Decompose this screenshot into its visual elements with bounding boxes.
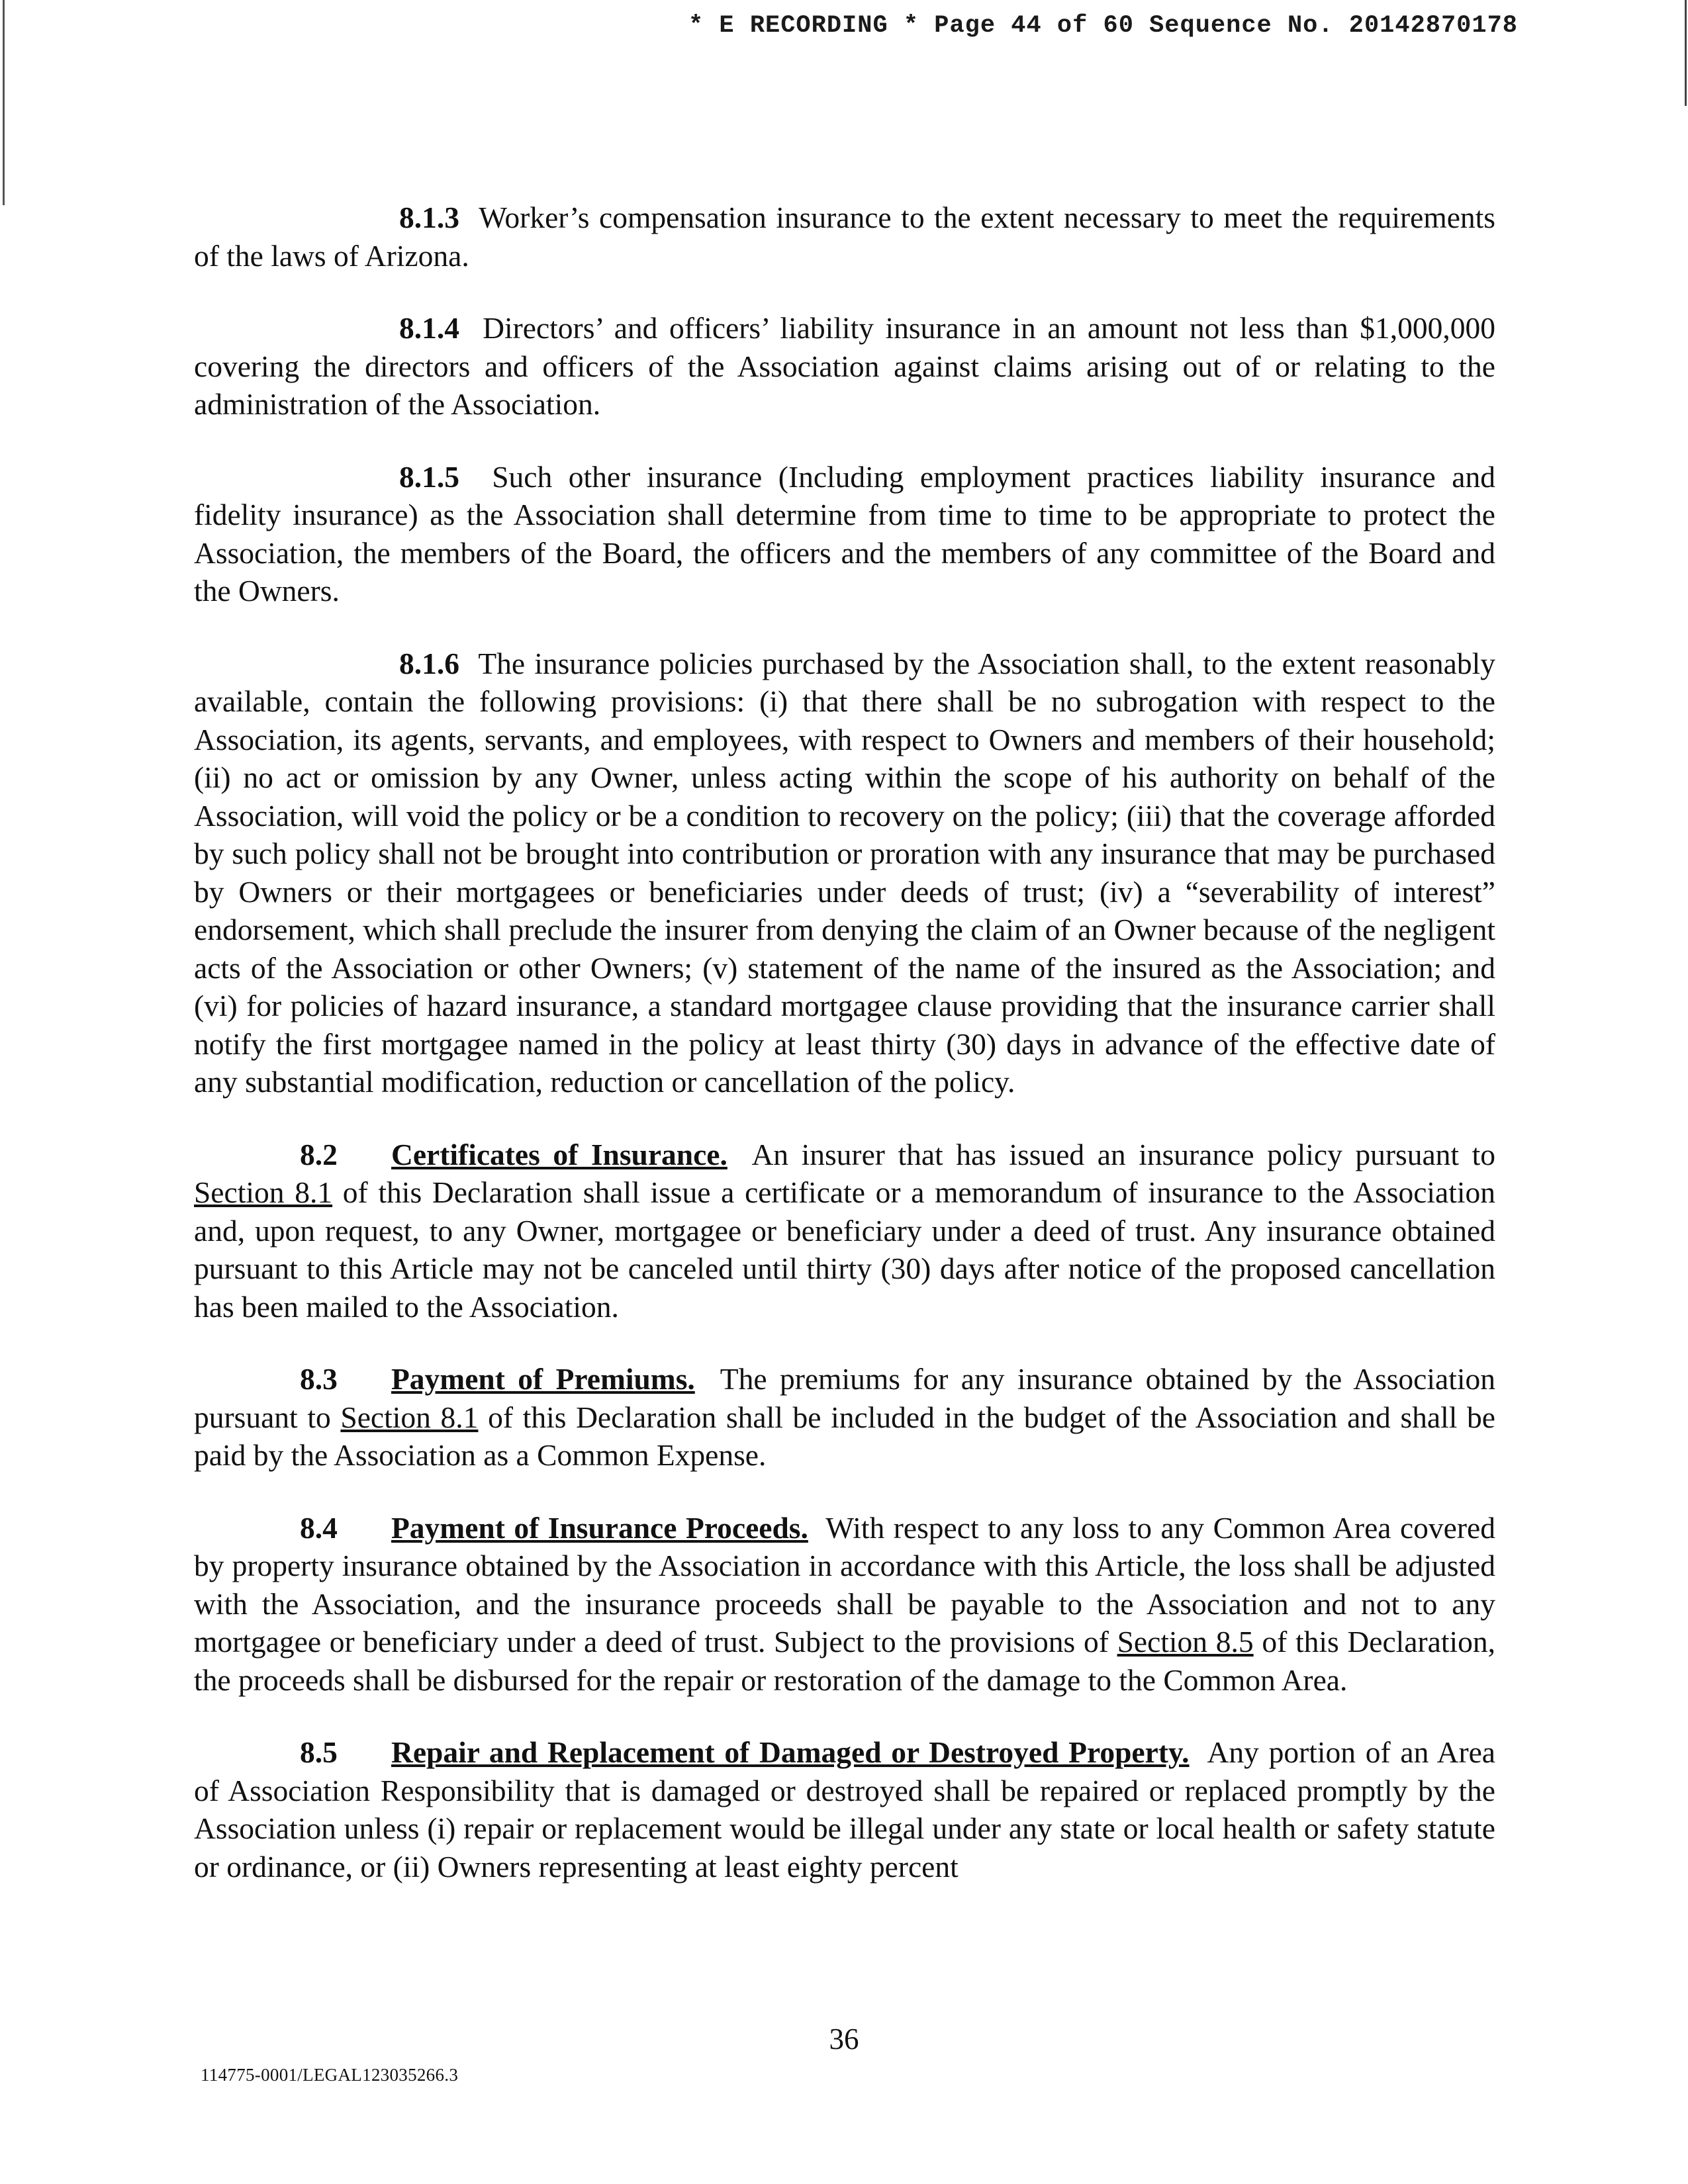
section-text: Any portion of an Area of Association Responsibility that is damaged or destroyed shall be repaired or replaced promptly by the Association unless (i) repair or replacement would be illegal under any state or local health or safety statute or ordinance, or (ii) Owners representing at least eighty percent xyxy=(194,1735,1495,1884)
section-number: 8.3 xyxy=(300,1362,338,1396)
section-text: of this Declaration, the proceeds shall be disbursed for the repair or restoration of the damage to the Common Area. xyxy=(194,1625,1496,1697)
scan-edge-right xyxy=(1685,0,1687,106)
section-number: 8.4 xyxy=(300,1510,338,1545)
section-text: of this Declaration shall issue a certificate or a memorandum of insurance to the Association and, upon request, to any Owner, mortgagee or beneficiary under a deed of trust. Any insurance obtained pursuant to this Article may not be canceled until thirty (30) days after notice of the proposed cancellation has been mailed to the Association. xyxy=(194,1175,1496,1324)
section-8-5 xyxy=(194,1733,1495,1886)
paragraph-text: Directors’ and officers’ liability insurance in an amount not less than $1,000,000 covering the directors and officers of the Association against claims arising out of or relating to the administration of the Association. xyxy=(194,311,1495,421)
section-number: 8.2 xyxy=(300,1137,338,1171)
section-number: 8.5 xyxy=(300,1735,338,1769)
section-8-3 xyxy=(194,1360,1495,1475)
document-code: 114775-0001/LEGAL123035266.3 xyxy=(201,2065,459,2085)
paragraph-8-1-3 xyxy=(194,199,1495,275)
section-text: An insurer that has issued an insurance policy pursuant to xyxy=(751,1137,1495,1171)
section-text: of this Declaration shall be included in the budget of the Association and shall be paid by the Association as a Common Expense. xyxy=(194,1400,1495,1472)
section-reference: Section 8.5 xyxy=(1117,1625,1254,1659)
section-title: Repair and Replacement of Damaged or Destroyed Property. xyxy=(391,1735,1190,1769)
section-reference: Section 8.1 xyxy=(194,1175,333,1209)
paragraph-text: Worker’s compensation insurance to the extent necessary to meet the requirements of the laws of Arizona. xyxy=(194,201,1496,273)
document-body xyxy=(194,199,1495,1920)
section-8-4 xyxy=(194,1509,1495,1700)
section-title: Certificates of Insurance. xyxy=(391,1137,727,1171)
paragraph-8-1-4 xyxy=(194,309,1495,424)
paragraph-8-1-6 xyxy=(194,645,1495,1101)
paragraph-number: 8.1.6 xyxy=(399,646,459,680)
paragraph-number: 8.1.5 xyxy=(399,459,459,494)
recording-header: * E RECORDING * Page 44 of 60 Sequence No. 20142870178 xyxy=(688,12,1518,40)
scan-edge-left xyxy=(3,0,5,205)
section-title: Payment of Premiums. xyxy=(391,1362,695,1396)
section-title: Payment of Insurance Proceeds. xyxy=(391,1510,808,1545)
section-text: The premiums for any insurance obtained by the Association pursuant to xyxy=(194,1362,1495,1434)
paragraph-text: The insurance policies purchased by the Association shall, to the extent reasonably available, contain the following provisions: (i) that there shall be no subrogation with respect to the Association, its agents, servants, and employees, with respect to Owners and members of their household; (ii) no act or omission by any Owner, unless acting within the scope of his authority on behalf of the Association, will void the policy or be a condition to recovery on the policy; (iii) that the coverage afforded by such policy shall not be brought into contribution or proration with any insurance that may be purchased by Owners or their mortgagees or beneficiaries under deeds of trust; (iv) a “severability of interest” endorsement, which shall preclude the insurer from denying the claim of an Owner because of the negligent acts of the Association or other Owners; (v) statement of the name of the insured as the Association; and (vi) for policies of hazard insurance, a standard mortgagee clause providing that the insurance carrier shall notify the first mortgagee named in the policy at least thirty (30) days in advance of the effective date of any substantial modification, reduction or cancellation of the policy. xyxy=(194,646,1496,1099)
section-reference: Section 8.1 xyxy=(340,1400,479,1434)
paragraph-8-1-5 xyxy=(194,458,1495,610)
section-text: With respect to any loss to any Common Area covered by property insurance obtained by the Association in accordance with this Article, the loss shall be adjusted with the Association, and the insurance proceeds shall be payable to the Association and not to any mortgagee or beneficiary under a deed of trust. Subject to the provisions of xyxy=(194,1510,1495,1659)
paragraph-number: 8.1.3 xyxy=(399,201,459,234)
paragraph-text: Such other insurance (Including employment practices liability insurance and fidelity insurance) as the Association shall determine from time to time to be appropriate to protect the Association, the members of the Board, the officers and the members of any committee of the Board and the Owners. xyxy=(194,459,1495,608)
page-number: 36 xyxy=(829,2023,859,2056)
section-8-2 xyxy=(194,1136,1495,1326)
paragraph-number: 8.1.4 xyxy=(399,311,459,345)
